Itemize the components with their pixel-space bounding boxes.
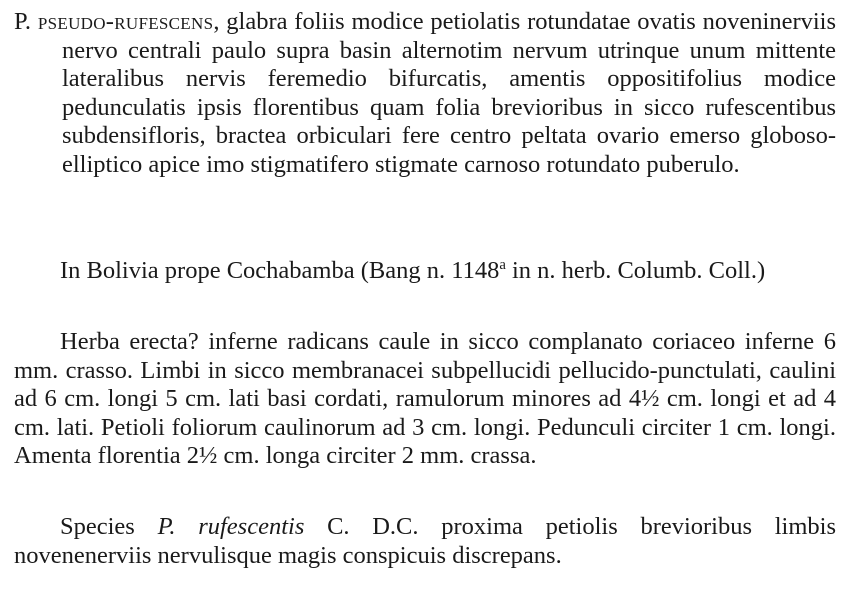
- locality-text: In Bolivia prope Cochabamba (Bang n. 1148: [60, 257, 500, 284]
- genus-abbreviation: P.: [14, 8, 32, 35]
- diagnosis-text: , glabra foliis modice petiolatis rotundatae ovatis noveninerviis nervo centrali paulo supra basin alternotim nervum utrinque unum mittente lateralibus nervis feremedio bifurcatis, amentis oppositifolius modice pedunculatis ipsis florentibus quam folia brevioribus in sicco rufescentibus subdensifloris, bractea orbiculari fere centro peltata ovario emerso globoso-elliptico apice imo stigmatifero stigmate carnoso rotundato puberulo.: [62, 8, 836, 178]
- locality-herbarium: in n. herb. Columb. Coll.): [505, 257, 766, 284]
- comparison-prefix: Species: [60, 513, 158, 540]
- related-species-name: P. rufescentis: [157, 513, 305, 540]
- locality-paragraph: [14, 257, 836, 286]
- description-paragraph: [14, 328, 836, 471]
- description-text: Herba erecta? inferne radicans caule in sicco complanato coriaceo inferne 6 mm. crasso. Limbi in sicco membranacei subpellucidi pellucido-punctulati, caulini ad 6 cm. longi 5 cm. lati basi cordati, ramulorum minores ad 4½ cm. longi et ad 4 cm. lati. Petioli foliorum caulinorum ad 3 cm. longi. Pedunculi circiter 1 cm. longi. Amenta florentia 2½ cm. longa circiter 2 mm. crassa.: [14, 328, 836, 470]
- comparison-text: C. D.C. proxima petiolis brevioribus limbis novenenerviis nervulisque magis conspicuis discrepans.: [14, 513, 836, 569]
- species-name: pseudo-rufescens: [37, 8, 214, 35]
- species-diagnosis: [14, 8, 836, 180]
- specimen-superscript: a: [499, 257, 506, 274]
- comparison-paragraph: [14, 513, 836, 570]
